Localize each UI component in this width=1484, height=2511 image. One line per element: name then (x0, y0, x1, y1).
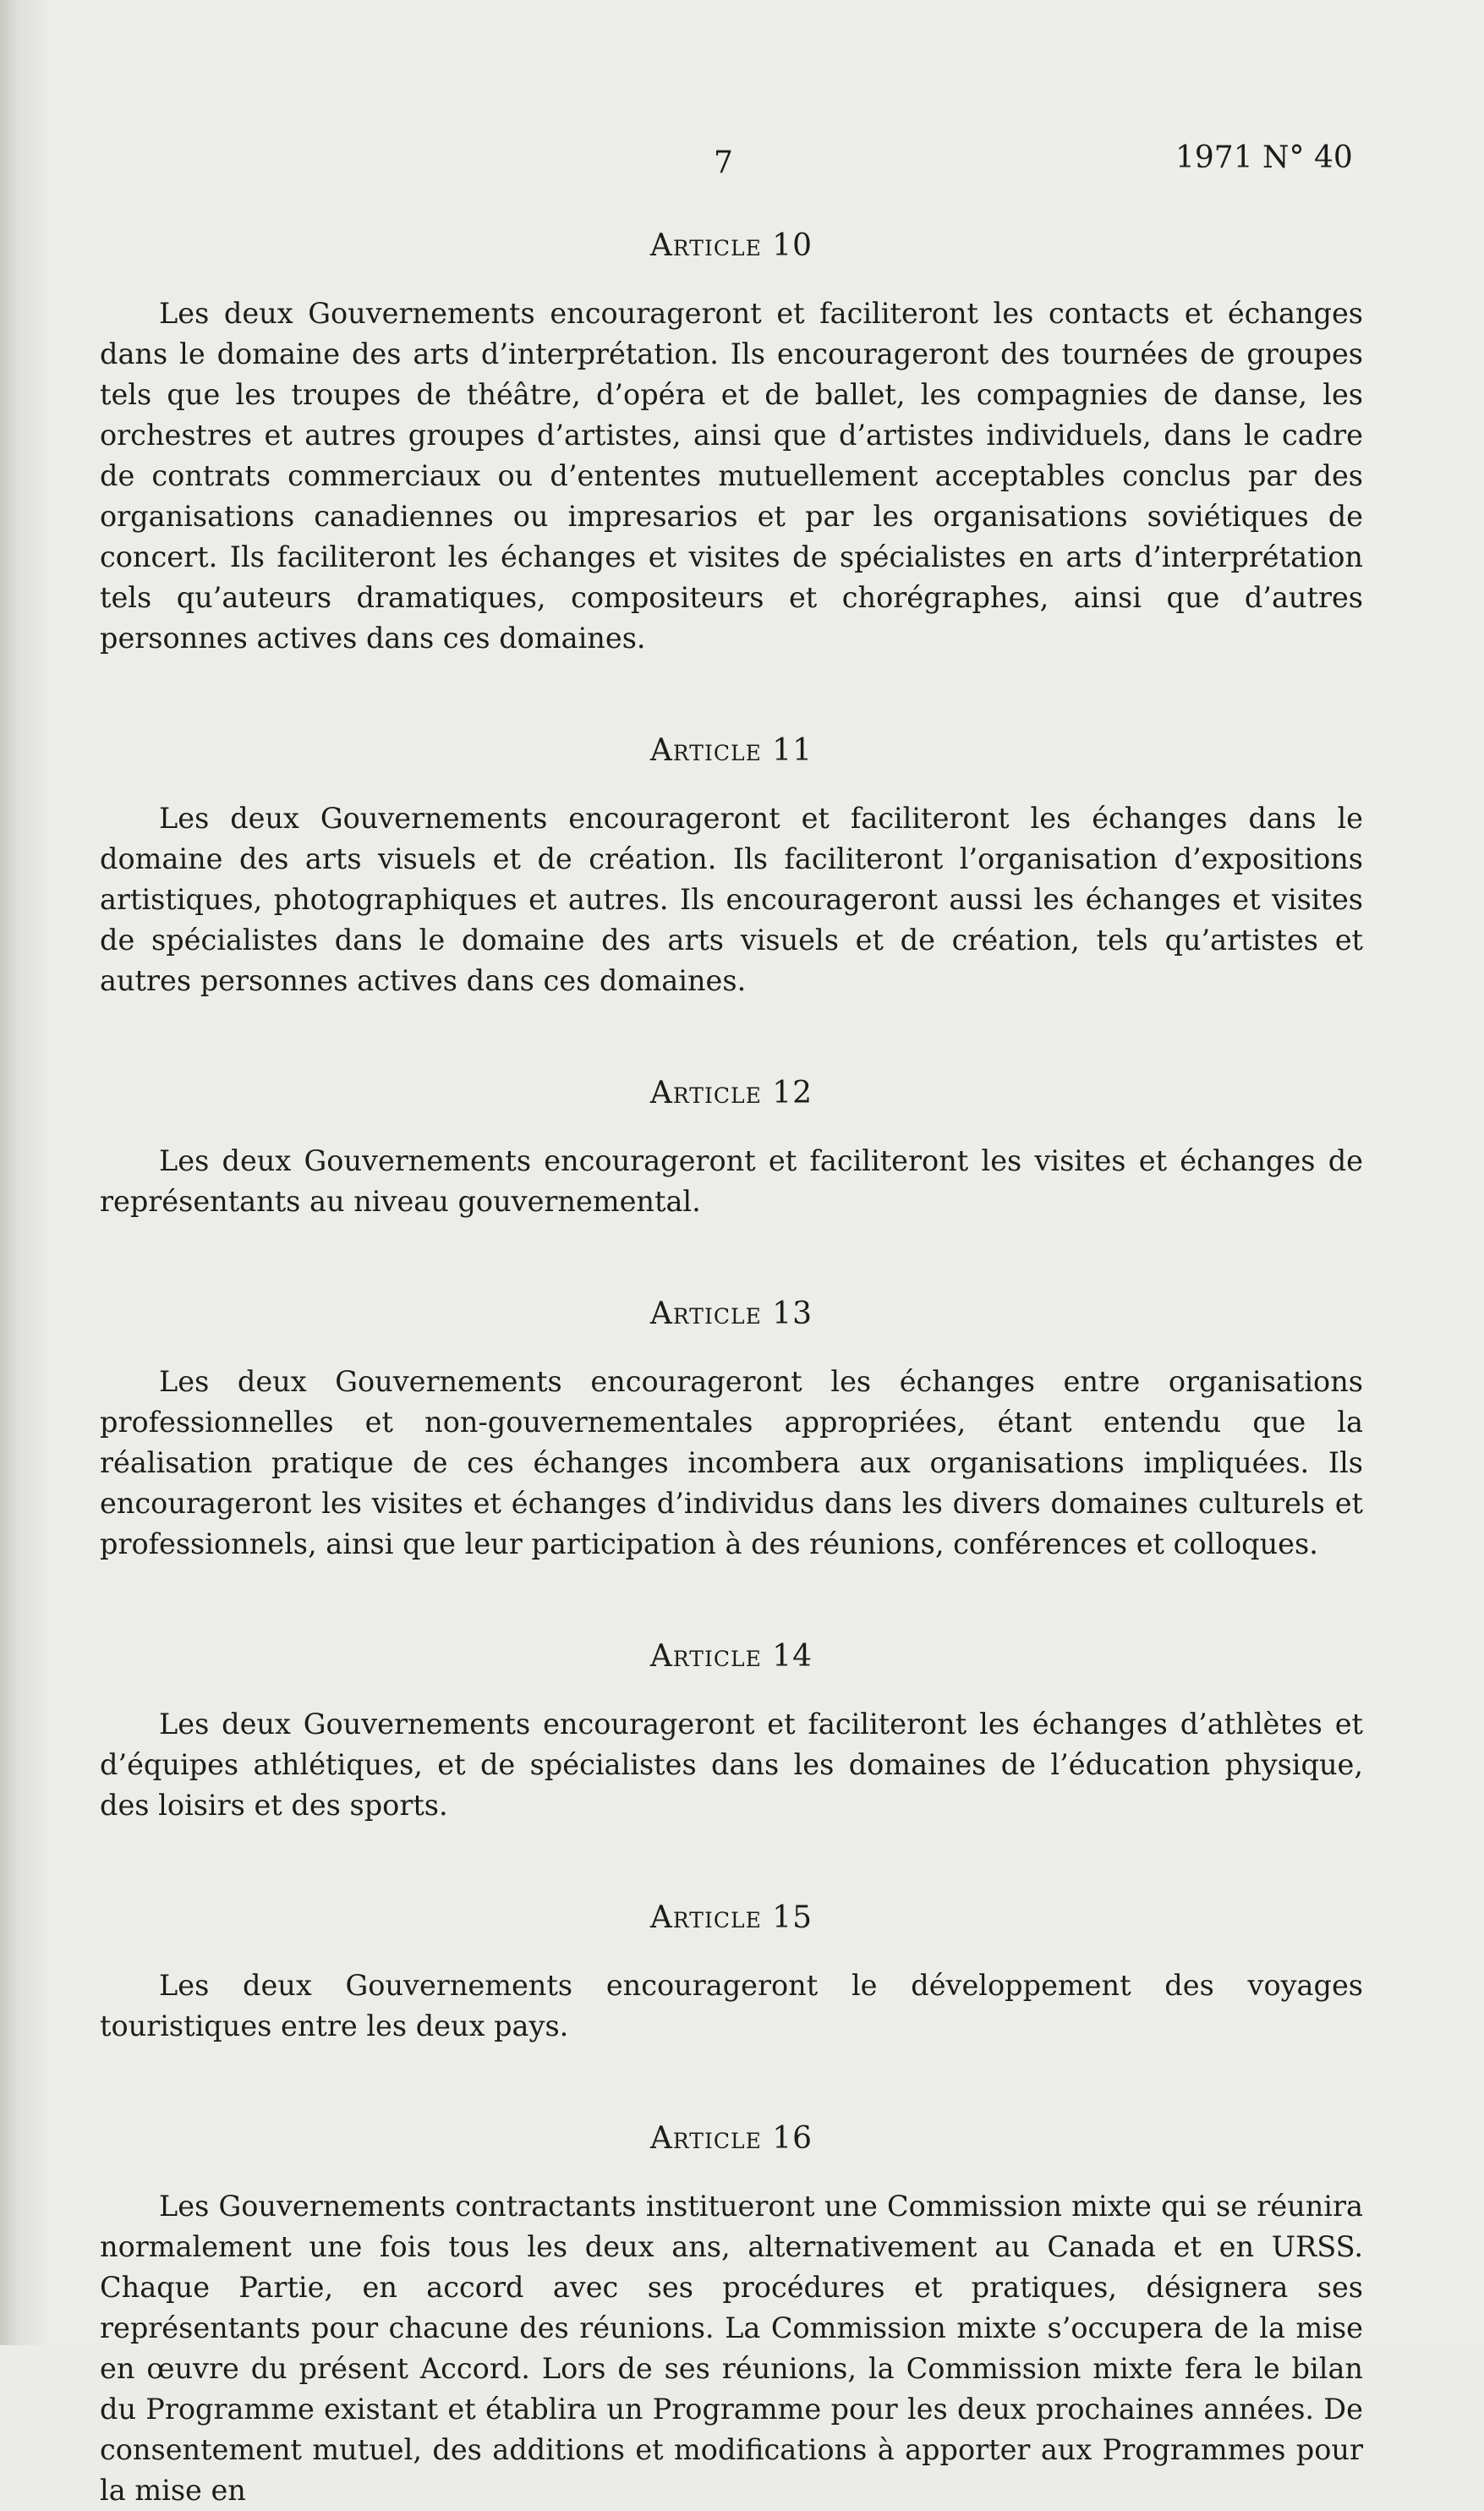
article-13 (100, 1297, 1363, 1565)
article-16 (100, 2121, 1363, 2511)
article-11 (100, 733, 1363, 1001)
article-text: Les deux Gouvernements encourageront et faciliteront les échanges dans le domaine des arts visuels et de création. Ils faciliteront l’organisation d’expositions artistiques, photographiques et autres. Ils encourageront aussi les échanges et visites de spécialistes dans le domaine des arts visuels et de création, tels qu’artistes et autres personnes actives dans ces domaines. (100, 802, 1363, 997)
article-title: Article 15 (649, 1900, 813, 1935)
article-title: Article 16 (649, 2121, 813, 2156)
article-text: Les Gouvernements contractants institueront une Commission mixte qui se réunira normalement une fois tous les deux ans, alternativement au Canada et en URSS. Chaque Partie, en accord avec ses procédures et pratiques, désignera ses représentants pour chacune des réunions. La Commission mixte s’occupera de la mise en œuvre du présent Accord. Lors de ses réunions, la Commission mixte fera le bilan du Programme existant et établira un Programme pour les deux prochaines années. De consentement mutuel, des additions et modifications à apporter aux Programmes pour la mise en (100, 2190, 1363, 2507)
article-title: Article 10 (649, 228, 813, 263)
article-title: Article 11 (649, 733, 813, 768)
article-title: Article 12 (649, 1076, 813, 1110)
article-title: Article 13 (649, 1297, 813, 1331)
article-text: Les deux Gouvernements encourageront et faciliteront les échanges d’athlètes et d’équipes athlétiques, et de spécialistes dans les domaines de l’éducation physique, des loisirs et des sports. (100, 1708, 1363, 1822)
article-text: Les deux Gouvernements encourageront le développement des voyages touristiques entre les deux pays. (100, 1969, 1363, 2042)
page-number: 7 (714, 145, 733, 180)
article-text: Les deux Gouvernements encourageront et faciliteront les visites et échanges de représentants au niveau gouvernemental. (100, 1144, 1363, 1218)
article-14 (100, 1639, 1363, 1826)
document-reference: 1971 N° 40 (1175, 140, 1353, 175)
article-10 (100, 228, 1363, 659)
article-text: Les deux Gouvernements encourageront les échanges entre organisations professionnelles et non-gouvernementales appropriées, étant entendu que la réalisation pratique de ces échanges incombera aux organisations impliquées. Ils encourageront les visites et échanges d’individus dans les divers domaines culturels et professionnels, ainsi que leur participation à des réunions, conférences et colloques. (100, 1365, 1363, 1560)
article-title: Article 14 (649, 1639, 813, 1674)
article-12 (100, 1076, 1363, 1222)
article-text: Les deux Gouvernements encourageront et faciliteront les contacts et échanges dans le domaine des arts d’interprétation. Ils encourageront des tournées de groupes tels que les troupes de théâtre, d’opéra et de ballet, les compagnies de danse, les orchestres et autres groupes d’artistes, ainsi que d’artistes individuels, dans le cadre de contrats commerciaux ou d’ententes mutuellement acceptables conclus par des organisations canadiennes ou impresarios et par les organisations soviétiques de concert. Ils faciliteront les échanges et visites de spécialistes en arts d’interprétation tels qu’auteurs dramatiques, compositeurs et chorégraphes, ainsi que d’autres personnes actives dans ces domaines. (100, 297, 1363, 655)
document-body (100, 228, 1363, 2511)
article-15 (100, 1900, 1363, 2047)
